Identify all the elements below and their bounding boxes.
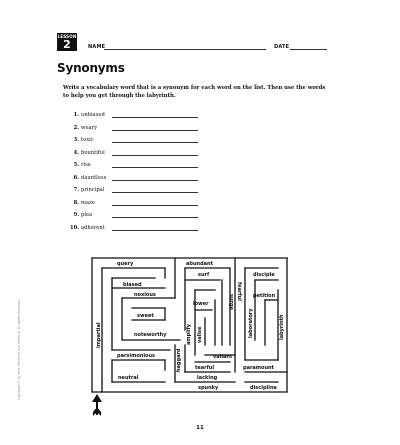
maze-word-haggard: haggard xyxy=(176,348,182,372)
maze-word-petition: petition xyxy=(253,293,276,299)
maze-word-abundant: abundant xyxy=(186,261,213,267)
item-word: dauntless xyxy=(81,174,107,181)
item-word: bountiful xyxy=(81,149,105,156)
name-label: NAME xyxy=(88,44,106,50)
item-number: 4. xyxy=(73,149,79,156)
item-number: 2. xyxy=(73,124,79,131)
maze-word-valise: valise xyxy=(197,326,203,343)
item-number: 10. xyxy=(70,224,80,231)
maze-word-disciple: disciple xyxy=(253,272,275,278)
maze-word-valiant: valiant xyxy=(213,354,233,360)
instructions: Write a vocabulary word that is a synonym for each word on the list. Then use the words to help you get through the labyrinth. xyxy=(63,85,326,99)
maze-word-lower: lower xyxy=(193,301,209,307)
item-number: 5. xyxy=(73,162,79,168)
item-word: unbiased xyxy=(81,112,105,118)
maze-word-discipline: discipline xyxy=(250,385,277,391)
item-number: 1. xyxy=(73,112,79,118)
maze-word-spunky: spunky xyxy=(198,385,219,391)
maze-word-noteworthy: noteworthy xyxy=(134,332,167,338)
maze-word-surge: surge xyxy=(228,294,234,310)
item-word: toxic xyxy=(81,137,94,143)
maze-word-sweet: sweet xyxy=(137,313,154,319)
maze-word-parsimonious: parsimonious xyxy=(117,353,155,359)
maze-word-fearful: fearful xyxy=(236,282,242,301)
date-label: DATE xyxy=(274,44,290,50)
item-word: plea xyxy=(81,212,93,218)
item-word: principal xyxy=(81,187,105,193)
maze-word-laboratory: laboratory xyxy=(248,308,254,338)
item-word: maze xyxy=(81,199,95,206)
page-number: 11 xyxy=(196,425,204,431)
item-number: 3. xyxy=(73,137,79,143)
start-arrow-icon xyxy=(92,394,102,416)
lesson-label: LESSON xyxy=(57,34,77,39)
lesson-number: 2 xyxy=(63,38,71,51)
maze-word-lacking: lacking xyxy=(197,375,218,381)
page-title: Synonyms xyxy=(57,61,125,75)
item-word: adherent xyxy=(81,224,105,231)
maze-word-biased: biased xyxy=(123,282,142,288)
maze-word-labyrinth: labyrinth xyxy=(279,314,285,340)
copyright-notice: Copyright © by Holt, Rinehart and Winston. All rights reserved. xyxy=(17,299,21,400)
maze-word-query: query xyxy=(117,261,134,267)
item-number: 7. xyxy=(73,187,79,193)
maze-word-amplify: amplify xyxy=(186,323,192,345)
item-number: 9. xyxy=(73,212,79,218)
maze-word-noxious: noxious xyxy=(134,292,156,298)
maze-word-paramount: paramount xyxy=(243,365,274,371)
maze-word-surf: surf xyxy=(198,272,210,278)
item-word: weary xyxy=(81,124,98,131)
maze-word-tearful: tearful xyxy=(195,365,215,371)
item-number: 6. xyxy=(73,174,79,181)
item-word: rise xyxy=(81,162,91,168)
maze-word-impartial: impartial xyxy=(96,322,102,348)
maze-word-neutral: neutral xyxy=(118,375,139,381)
item-number: 8. xyxy=(73,199,79,206)
